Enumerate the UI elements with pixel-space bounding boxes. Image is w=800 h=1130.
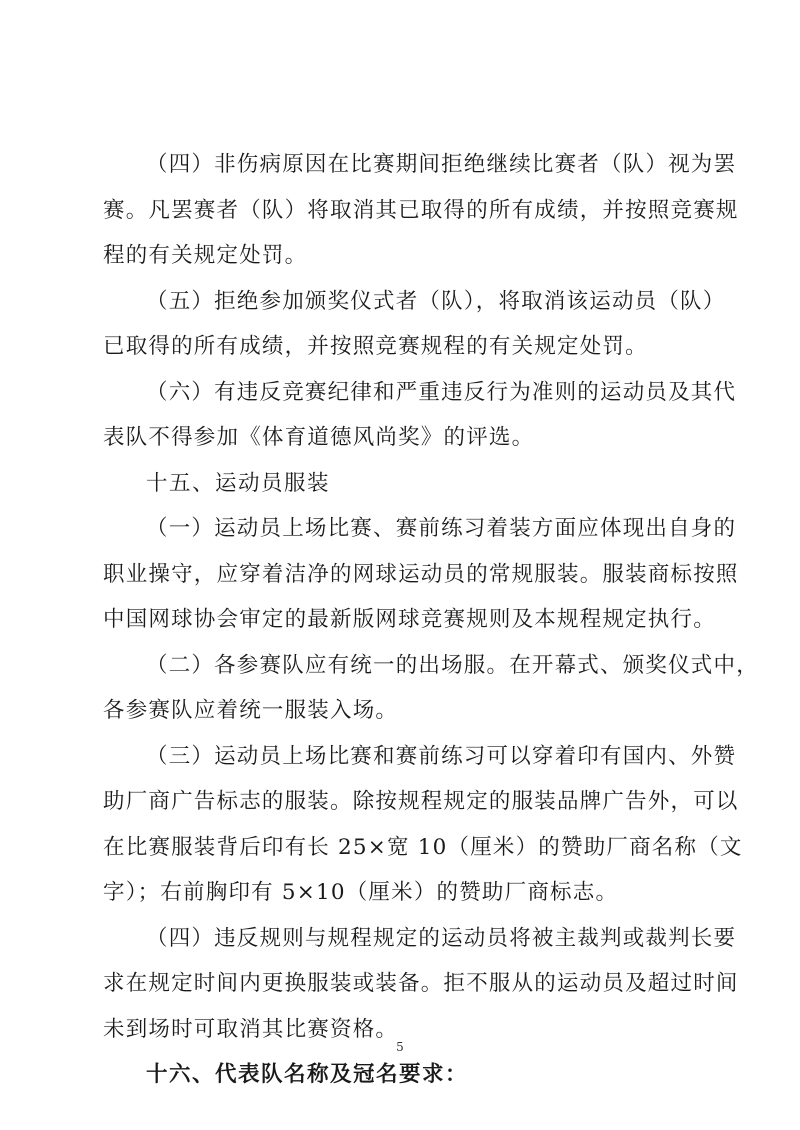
text-line: 表队不得参加《体育道德风尚奖》的评选。: [103, 425, 535, 450]
text-line: （六）有违反竞赛纪律和严重违反行为准则的运动员及其代: [146, 379, 737, 405]
text-line: （四）违反规则与规程规定的运动员将被主裁判或裁判长要: [146, 925, 737, 951]
paragraph-15-2: [103, 643, 759, 734]
text-line: 赛。凡罢赛者（队）将取消其已取得的所有成绩，并按照竞赛规: [103, 197, 739, 223]
text-line: 求在规定时间内更换服装或装备。拒不服从的运动员及超过时间: [103, 971, 739, 996]
text-line: 职业操守，应穿着洁净的网球运动员的常规服装。服装商标按照: [103, 561, 739, 587]
text-line: （五）拒绝参加颁奖仪式者（队），将取消该运动员（队）: [146, 288, 726, 314]
paragraph-14-6: [103, 370, 737, 461]
section-heading-16: 十六、代表队名称及冠名要求：: [146, 1062, 469, 1087]
text-line: （二）各参赛队应有统一的出场服。在开幕式、颁奖仪式中，: [146, 652, 759, 678]
text-line: 助厂商广告标志的服装。除按规程规定的服装品牌广告外，可以: [103, 789, 739, 814]
paragraph-15-4: [103, 916, 739, 1053]
section-heading-15: 十五、运动员服装: [146, 470, 331, 496]
text-line: 中国网球协会审定的最新版网球竞赛规则及本规程规定执行。: [103, 607, 716, 632]
paragraph-15-3: [103, 734, 743, 916]
text-line: 程的有关规定处罚。: [103, 243, 308, 268]
paragraph-14-5: [103, 279, 726, 370]
text-line: 字）；右前胸印有 5×10（厘米）的赞助厂商标志。: [103, 880, 619, 905]
paragraph-15-1: [103, 506, 739, 643]
document-body: [103, 142, 759, 1098]
text-line: 未到场时可取消其比赛资格。: [103, 1016, 399, 1042]
text-line: （三）运动员上场比赛和赛前练习可以穿着印有国内、外赞: [146, 743, 737, 769]
paragraph-14-4: [103, 142, 739, 279]
page-number: 5: [396, 1040, 404, 1054]
text-line: 已取得的所有成绩，并按照竞赛规程的有关规定处罚。: [103, 334, 648, 359]
text-line: （一）运动员上场比赛、赛前练习着装方面应体现出自身的: [146, 516, 737, 541]
text-line: 各参赛队应着统一服装入场。: [103, 698, 399, 723]
text-line: （四）非伤病原因在比赛期间拒绝继续比赛者（队）视为罢: [146, 152, 737, 177]
text-line: 在比赛服装背后印有长 25×宽 10（厘米）的赞助厂商名称（文: [103, 834, 743, 860]
